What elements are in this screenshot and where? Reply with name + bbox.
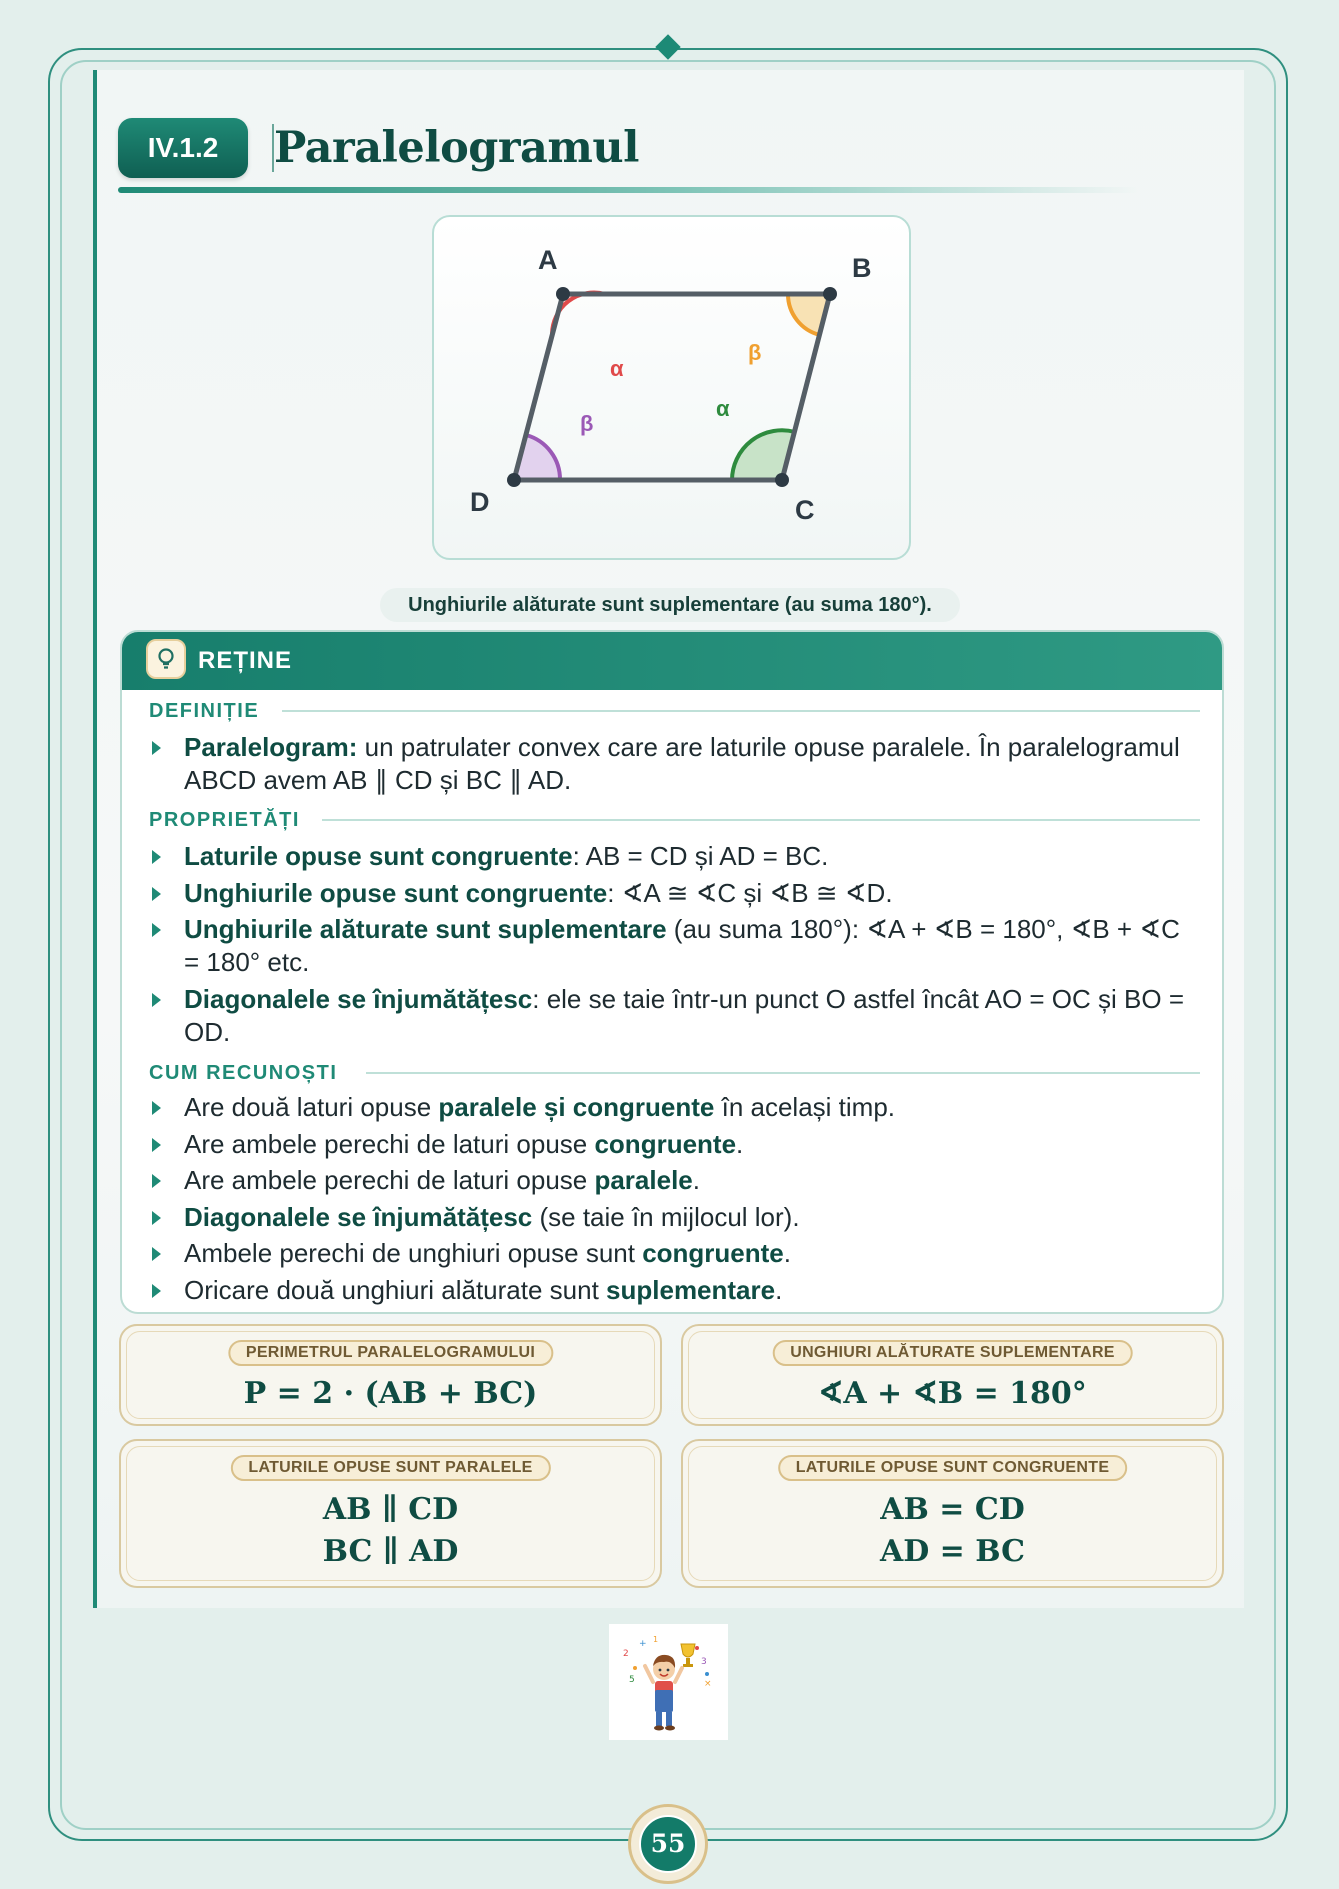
bullet-icon: [152, 850, 161, 864]
angle-c-label: α: [716, 396, 730, 421]
bullet-icon: [152, 923, 161, 937]
bullet-icon: [152, 1138, 161, 1152]
definitie-item: Paralelogram: un patrulater convex care are laturile opuse paralele. În paralelogramul ABCD avem AB ∥ CD și BC ∥ AD.: [184, 732, 1180, 795]
bullet-icon: [152, 993, 161, 1007]
recunoastere-item: Are ambele perechi de laturi opuse paralele.: [184, 1165, 700, 1195]
formula-label: LATURILE OPUSE SUNT CONGRUENTE: [778, 1455, 1128, 1481]
definitie-rule: [282, 710, 1200, 712]
formula-text: AD = BC: [879, 1534, 1026, 1569]
page-title: Paralelogramul: [274, 123, 639, 173]
retine-box: [120, 630, 1224, 1314]
vertex-a-dot: [556, 287, 570, 301]
definitie-label: DEFINIȚIE: [149, 700, 260, 722]
svg-text:5: 5: [629, 1675, 635, 1685]
proprietate-item: Unghiurile opuse sunt congruente: ∢A ≅ ∢C și ∢B ≅ ∢D.: [184, 878, 893, 908]
angle-b-label: β: [748, 340, 762, 365]
vertex-c-dot: [775, 473, 789, 487]
lightbulb-icon: [146, 639, 186, 679]
proprietate-item: Unghiurile alăturate sunt suplementare (au suma 180°): ∢A + ∢B = 180°, ∢B + ∢C = 180° etc.: [184, 914, 1180, 977]
recunoastere-item: Ambele perechi de unghiuri opuse sunt congruente.: [184, 1238, 791, 1268]
formula-label: LATURILE OPUSE SUNT PARALELE: [230, 1455, 550, 1481]
vertex-b-dot: [823, 287, 837, 301]
bullet-icon: [152, 1284, 161, 1298]
formula-box-unghiuri: [681, 1324, 1224, 1426]
bullet-icon: [152, 741, 161, 755]
cum-recunosti-rule: [366, 1072, 1200, 1074]
svg-text:+: +: [639, 1639, 647, 1649]
recunoastere-item: Diagonalele se înjumătățesc (se taie în mijlocul lor).: [184, 1202, 800, 1232]
vertex-c-label: C: [795, 495, 815, 525]
formula-text: BC ∥ AD: [322, 1534, 459, 1569]
recunoastere-item: Are două laturi opuse paralele și congruente în același timp.: [184, 1092, 896, 1122]
header-underline: [118, 187, 1138, 193]
svg-text:×: ×: [704, 1679, 712, 1689]
parallelogram-diagram: [432, 215, 911, 560]
cum-recunosti-label: CUM RECUNOȘTI: [149, 1062, 338, 1084]
formula-box-congruente: [681, 1439, 1224, 1588]
bullet-icon: [152, 1174, 161, 1188]
vertex-d-label: D: [470, 487, 490, 517]
proprietati-label: PROPRIETĂȚI: [149, 809, 300, 831]
vertex-b-label: B: [852, 253, 872, 283]
bullet-icon: [152, 1101, 161, 1115]
formula-text: AB = CD: [880, 1492, 1025, 1527]
recunoastere-item: Oricare două unghiuri alăturate sunt suplementare.: [184, 1275, 783, 1305]
formula-label: PERIMETRUL PARALELOGRAMULUI: [228, 1340, 553, 1366]
vertex-a-label: A: [538, 245, 558, 275]
formula-text: P = 2 · (AB + BC): [243, 1376, 538, 1411]
angle-d-label: β: [580, 411, 594, 436]
formula-box-perimetru: [119, 1324, 662, 1426]
section-number-badge: IV.1.2: [118, 118, 248, 178]
retine-header: [122, 632, 1222, 690]
bullet-icon: [152, 1247, 161, 1261]
angle-a-label: α: [610, 356, 624, 381]
svg-text:2: 2: [623, 1649, 629, 1659]
proprietate-item: Laturile opuse sunt congruente: AB = CD și AD = BC.: [184, 841, 829, 871]
svg-text:1: 1: [653, 1635, 659, 1644]
page-number: 55: [639, 1815, 697, 1873]
kid-trophy-illustration: [609, 1624, 728, 1740]
svg-text:3: 3: [701, 1657, 707, 1667]
page-number-badge: [628, 1804, 708, 1884]
formula-text: AB ∥ CD: [322, 1492, 459, 1527]
proprietate-item: Diagonalele se înjumătățesc: ele se taie într-un punct O astfel încât AO = OC și BO = OD.: [184, 984, 1185, 1047]
recunoastere-item: Are ambele perechi de laturi opuse congruente.: [184, 1129, 744, 1159]
diagram-caption: Unghiurile alăturate sunt suplementare (au suma 180°).: [380, 588, 960, 622]
bullet-icon: [152, 1211, 161, 1225]
proprietati-rule: [322, 819, 1200, 821]
retine-title: REȚINE: [198, 647, 293, 674]
formula-box-paralele: [119, 1439, 662, 1588]
bullet-icon: [152, 887, 161, 901]
vertex-d-dot: [507, 473, 521, 487]
formula-label: UNGHIURI ALĂTURATE SUPLEMENTARE: [772, 1340, 1133, 1366]
formula-text: ∢A + ∢B = 180°: [818, 1376, 1087, 1411]
